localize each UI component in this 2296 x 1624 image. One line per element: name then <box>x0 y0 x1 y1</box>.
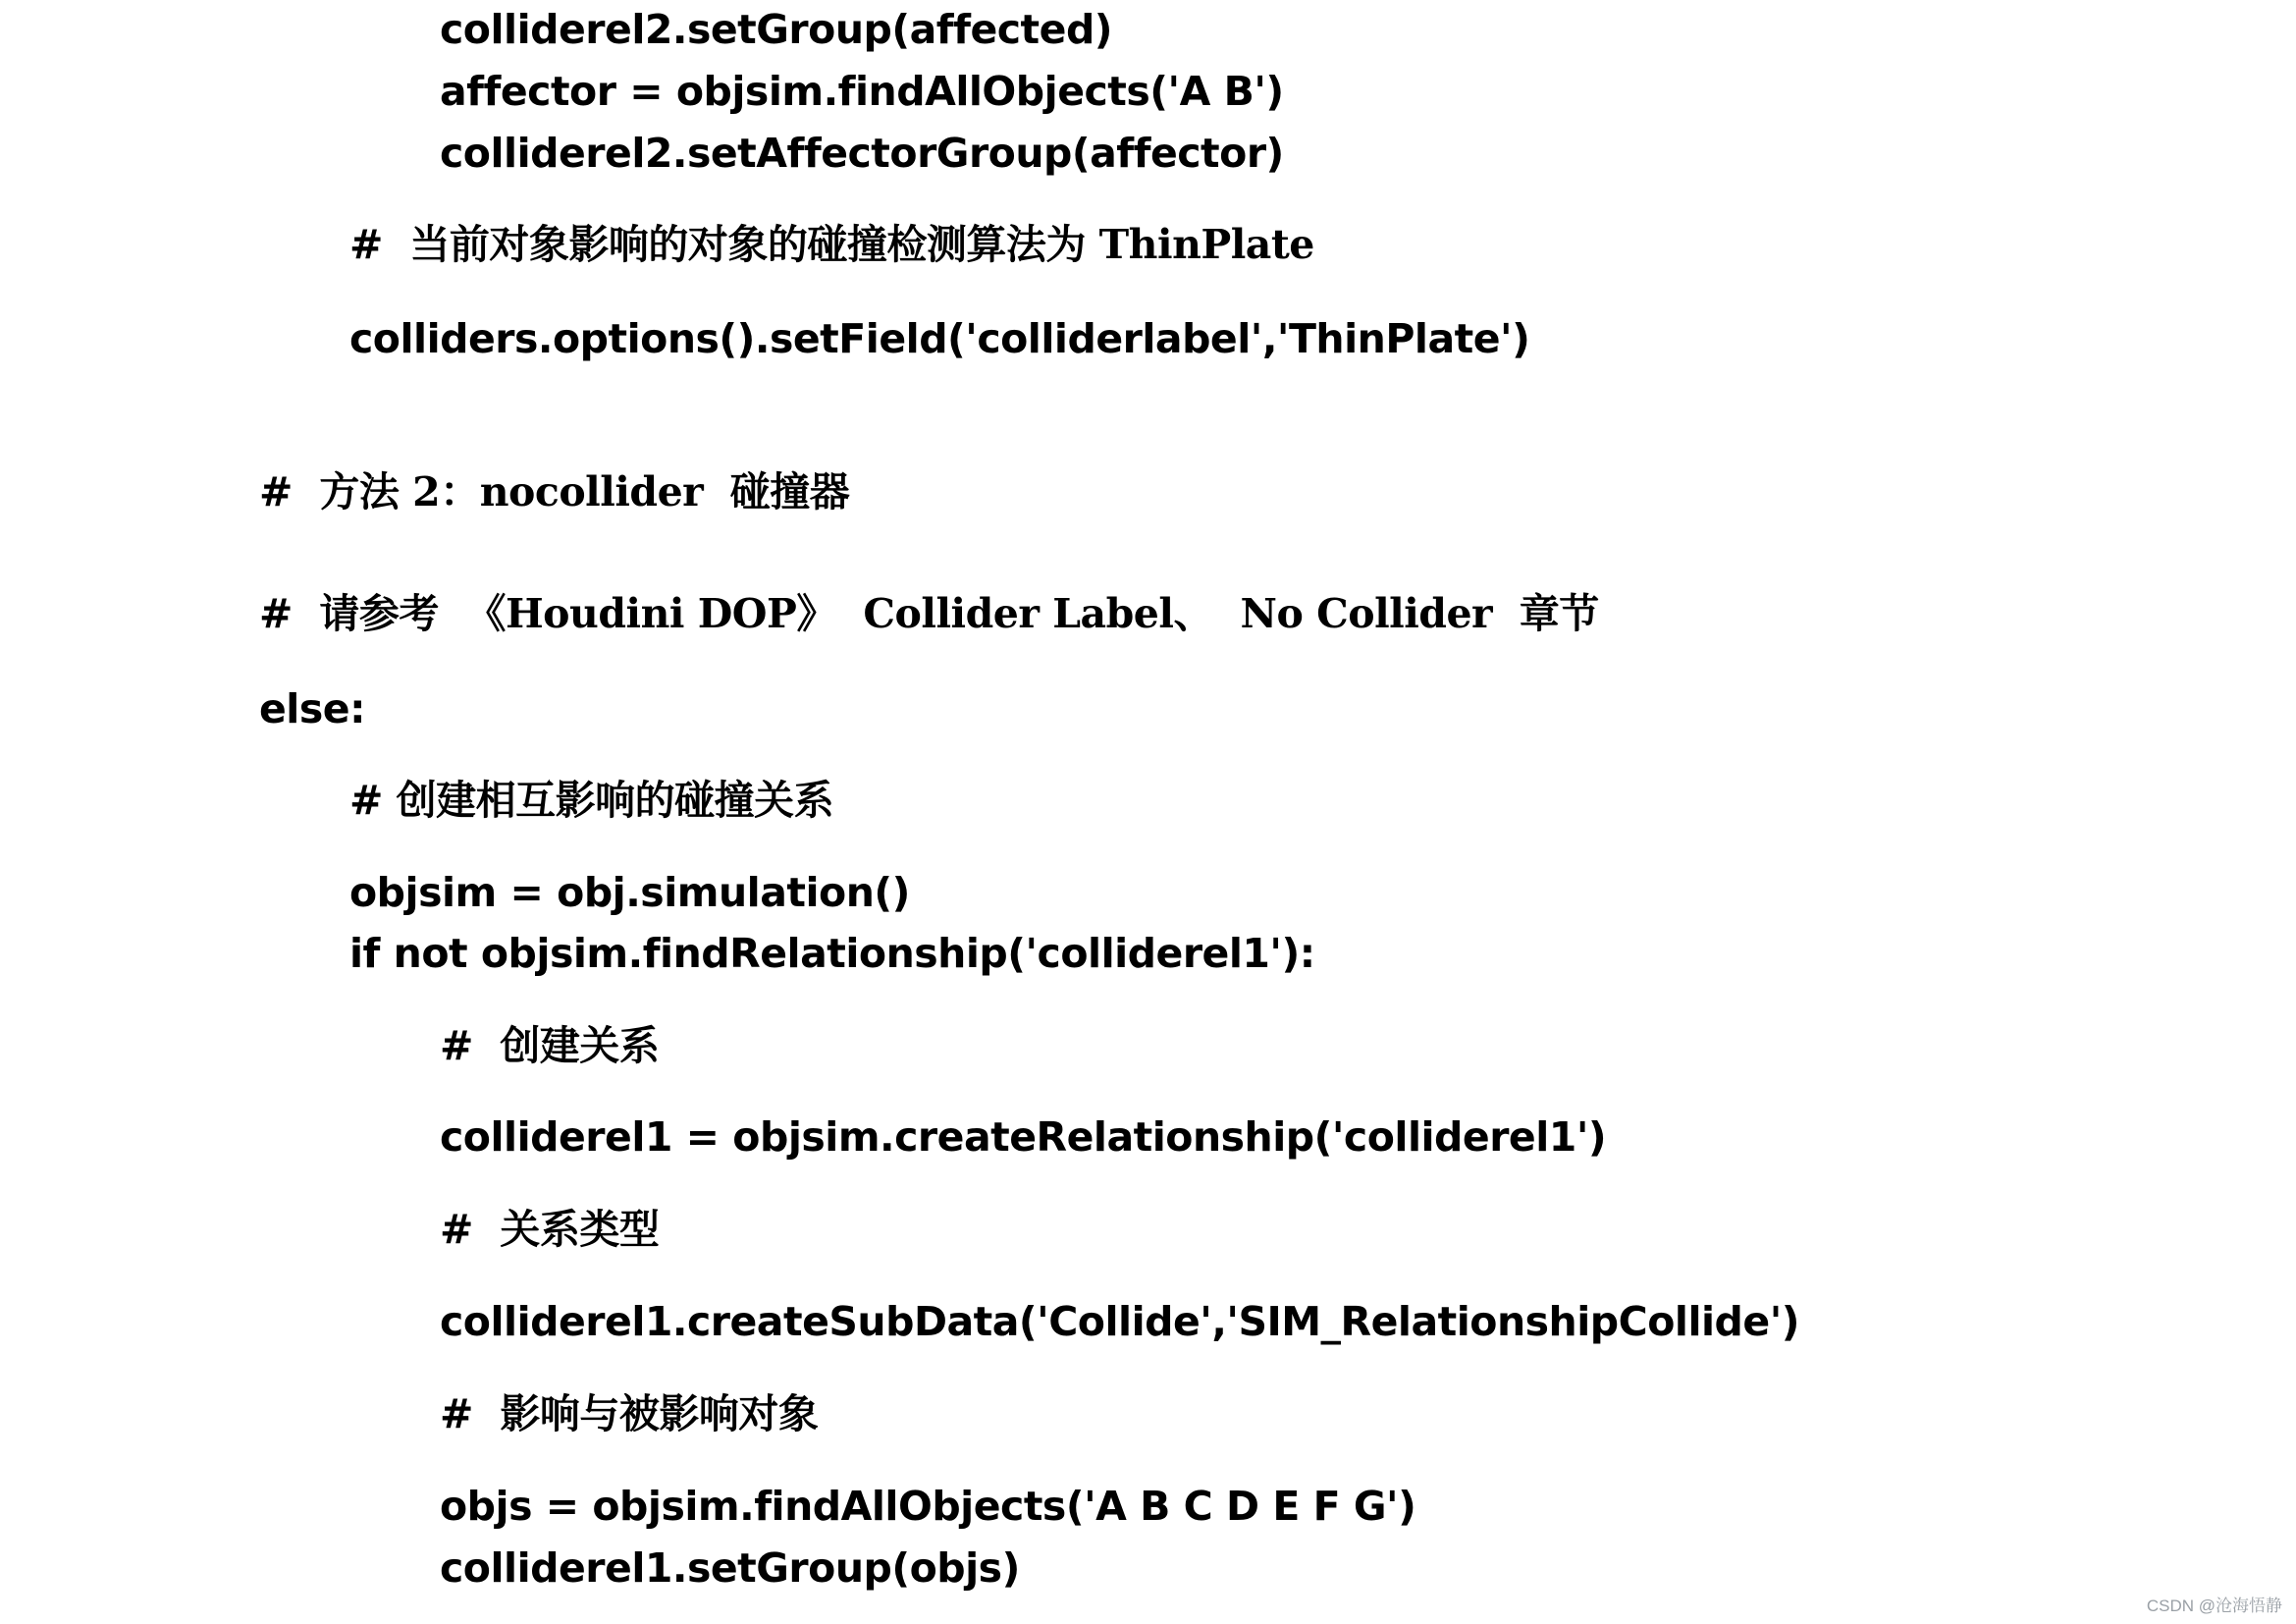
code-line-set-field: colliders.options().setField('colliderlabel','ThinPlate') <box>349 315 1530 362</box>
code-comment-thinplate: # 当前对象影响的对象的碰撞检测算法为 ThinPlate <box>349 221 1314 268</box>
code-line-create-relationship: colliderel1 = objsim.createRelationship('colliderel1') <box>440 1113 1607 1161</box>
code-comment-relationship-type: # 关系类型 <box>440 1206 660 1253</box>
code-line-set-group-affected: colliderel2.setGroup(affected) <box>440 6 1113 53</box>
code-line-create-subdata: colliderel1.createSubData('Collide','SIM_RelationshipCollide') <box>440 1298 1800 1345</box>
watermark: CSDN @沧海悟静 <box>2146 1597 2282 1615</box>
code-line-if-not-find: if not objsim.findRelationship('colliderel1'): <box>349 930 1315 977</box>
code-comment-create-relationship: # 创建关系 <box>440 1022 660 1069</box>
code-line-find-affector: affector = objsim.findAllObjects('A B') <box>440 68 1284 115</box>
code-line-objsim: objsim = obj.simulation() <box>349 869 910 916</box>
code-comment-mutual-collision: # 创建相互影响的碰撞关系 <box>349 777 834 824</box>
code-comment-affect-objects: # 影响与被影响对象 <box>440 1390 819 1437</box>
code-line-else: else: <box>259 685 365 732</box>
code-line-set-group-objs: colliderel1.setGroup(objs) <box>440 1544 1020 1592</box>
code-line-set-affector-group: colliderel2.setAffectorGroup(affector) <box>440 130 1284 177</box>
code-line-find-objs: objs = objsim.findAllObjects('A B C D E F G') <box>440 1483 1416 1530</box>
code-comment-method-2: # 方法 2：nocollider 碰撞器 <box>259 468 850 515</box>
code-comment-reference: # 请参考 《Houdini DOP》 Collider Label、 No Collider 章节 <box>259 590 1599 637</box>
